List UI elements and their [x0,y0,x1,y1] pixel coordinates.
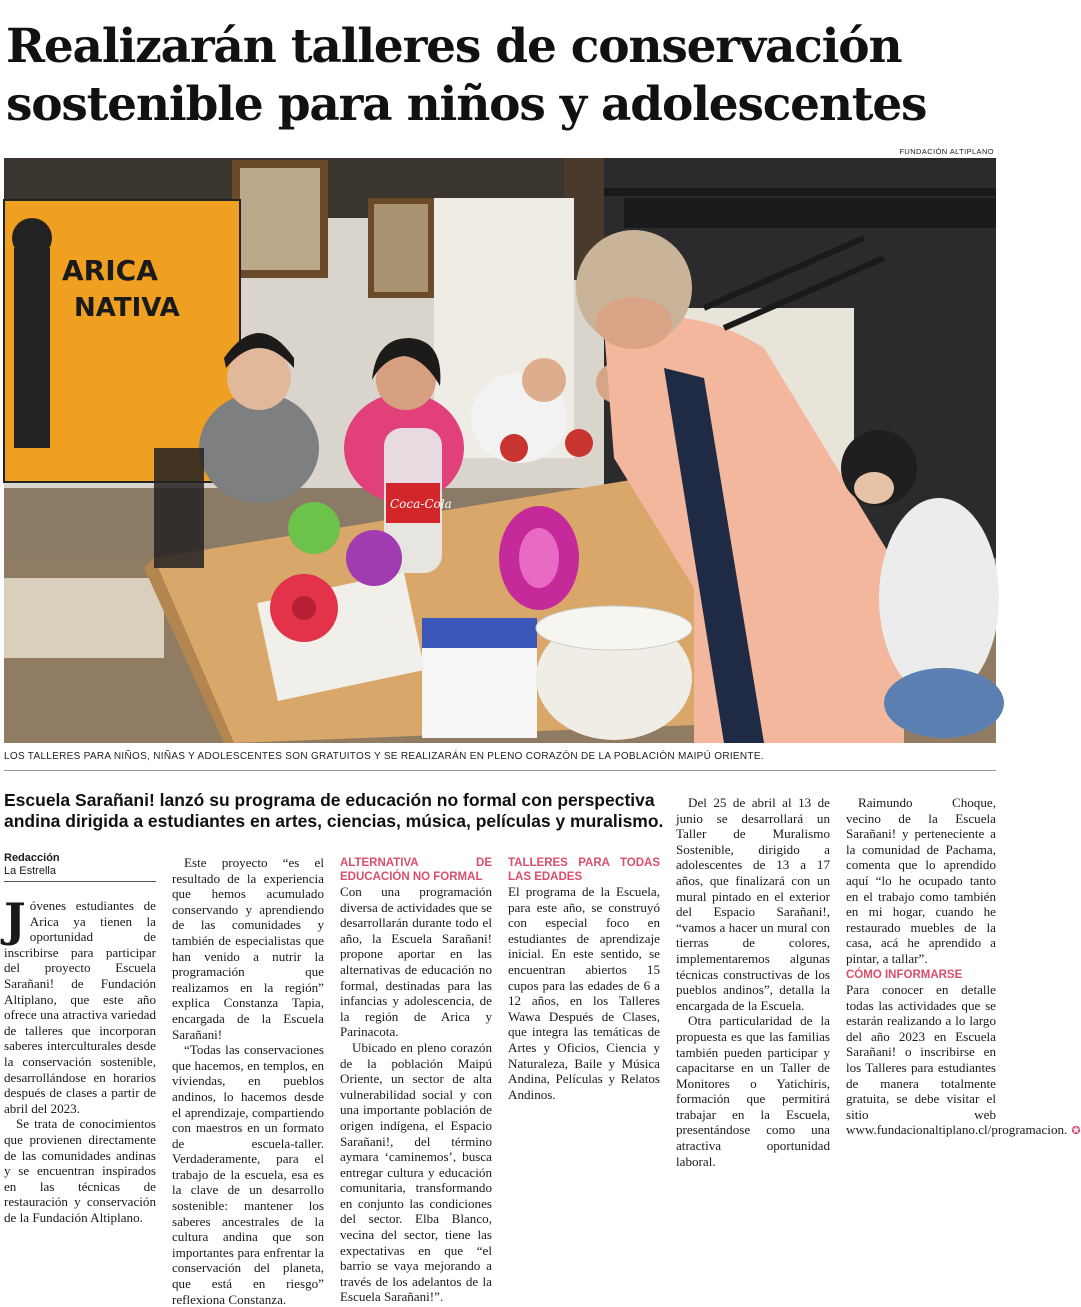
article-column-5 [676,795,830,1169]
divider [4,770,996,771]
article-paragraph: Ubicado en pleno corazón de la población Maipú Oriente, un sector de alta vulnerabilidad social y con una importante población de origen indígena, el Espacio Sarañani!, del término aymara ‘caminemos’, busca entregar cultura y educación comunitaria, transformando en conjunto las condiciones del sector. Elba Blanco, vecina del sector, tiene las expectativas en que “el barrio se vaya mejorando a través de los adelantos de la Escuela Sarañani!”. [340,1039,492,1305]
photo-caption: LOS TALLERES PARA NIÑOS, NIÑAS Y ADOLESCENTES SON GRATUITOS Y SE REALIZARÁN EN PLENO CORAZÓN DE LA POBLACIÓN MAIPÚ ORIENTE. [4,751,764,762]
byline-author: Redacción [4,852,60,864]
headline: Realizarán talleres de conservación sostenible para niños y adolescentes [6,19,927,132]
byline [4,852,60,878]
drop-cap: J [4,893,26,947]
byline-divider [4,881,156,882]
article-paragraph: Con una programación diversa de actividades que se desarrollarán durante todo el año, la Escuela Sarañani! propone aportar en las alternativas de educación no formal, destinadas para las infancias y adolescencia, de la región de Arica y Parinacota. [340,884,492,1040]
poster-text-2: NATIVA [74,293,180,323]
article-paragraph: Para conocer en detalle todas las actividades que se estarán realizando a lo largo del año 2023 en Escuela Sarañani! o inscribirse en los Talleres para estudiantes de manera totalmente gratuita, se debe visitar el sitio web www.fundacionaltiplano.cl/programacion. ✪ [846,982,1081,1138]
article-paragraph: Otra particularidad de la propuesta es que las familias también pueden participar y capacitarse en un Taller de Monitores o Yatichiris, formación que permitirá trabajar en la Escuela, presentándose como una atractiva oportunidad laboral. [676,1013,830,1169]
section-heading: TALLERES PARA TODAS LAS EDADES [508,857,660,883]
main-photo [4,158,996,743]
workshop-illustration [4,158,996,743]
article-column-3 [340,855,492,1305]
section-heading: CÓMO INFORMARSE [846,968,963,981]
article-paragraph: Se trata de conocimientos que provienen directamente de las comunidades andinas y se encuentran inspirados en las técnicas de restauración y conservación de la Fundación Altiplano. [4,1116,156,1225]
section-heading: ALTERNATIVA DE EDUCACIÓN NO FORMAL [340,857,492,883]
poster-text-1: ARICA [62,254,158,287]
article-column-2 [172,855,324,1307]
article-column-1 [4,893,156,1225]
article-paragraph: “Todas las conservaciones que hacemos, en templos, en viviendas, en pueblos andinos, lo hacemos desde el aprendizaje, compartiendo con maestros en un formato de escuela-taller. Verdaderamente, para el trabajo de la escuela, esa es la clave de un desarrollo sostenible: mantener los saberes ancestrales de la cultura andina que son importantes para enfrentar la conservación del planeta, que está en riesgo” reflexiona Constanza. [172,1042,324,1307]
article-column-6 [846,795,1081,1139]
article-paragraph: Del 25 de abril al 13 de junio se desarrollará un Taller de Muralismo Sostenible, dirigido a adolescentes de 13 a 17 años, que finalizará con un mural pintado en el exterior del Espacio Sarañani!, “vamos a hacer un mural con tierras de colores, implementaremos algunas técnicas constructivas de los pueblos andinos”, detalla la encargada de la Escuela. [676,795,830,1013]
article-column-4 [508,855,660,1102]
end-mark-icon: ✪ [1071,1124,1081,1138]
article-paragraph: Raimundo Choque, vecino de la Escuela Sarañani! y perteneciente a la comunidad de Pachama, comenta que lo aprendido aquí “lo he ocupado tanto en el trabajo como también en mi hogar, cuando he restaurado muebles de la casa, acá he aprendido a pintar, a tallar”. [846,795,996,966]
photo-credit: FUNDACIÓN ALTIPLANO [899,147,994,156]
bottle-label: Coca-Cola [390,497,452,511]
article-paragraph: Jóvenes estudiantes de Arica ya tienen la oportunidad de inscribirse para participar del proyecto Escuela Sarañani! de Fundación Altiplano, que este año ofrece una atractiva variedad de talleres que incorporan saberes interculturales desde la conservación sostenible, desarrollándose en horarios después de clases a partir de abril del 2023. [4,893,156,1116]
byline-outlet: La Estrella [4,865,56,877]
article-paragraph: El programa de la Escuela, para este año, se construyó con especial foco en estudiantes de aprendizaje inicial. En este sentido, se encuentran abiertos 15 cupos para las edades de 6 a 12 años, en los Talleres Wawa Después de Clases, que integra las temáticas de Artes y Oficios, Ciencia y Naturaleza, Baile y Música Andina, Películas y Relatos Andinos. [508,884,660,1102]
lede: Escuela Sarañani! lanzó su programa de educación no formal con perspectiva andina dirigida a estudiantes en artes, ciencias, música, películas y muralismo. [4,790,664,831]
article-paragraph: Este proyecto “es el resultado de la experiencia que hemos acumulado conservando y aprendiendo de las comunidades y también de especialistas que han venido a nutrir la programación que realizamos en la región” explica Constanza Tapia, encargada de la Escuela Sarañani! [172,855,324,1042]
